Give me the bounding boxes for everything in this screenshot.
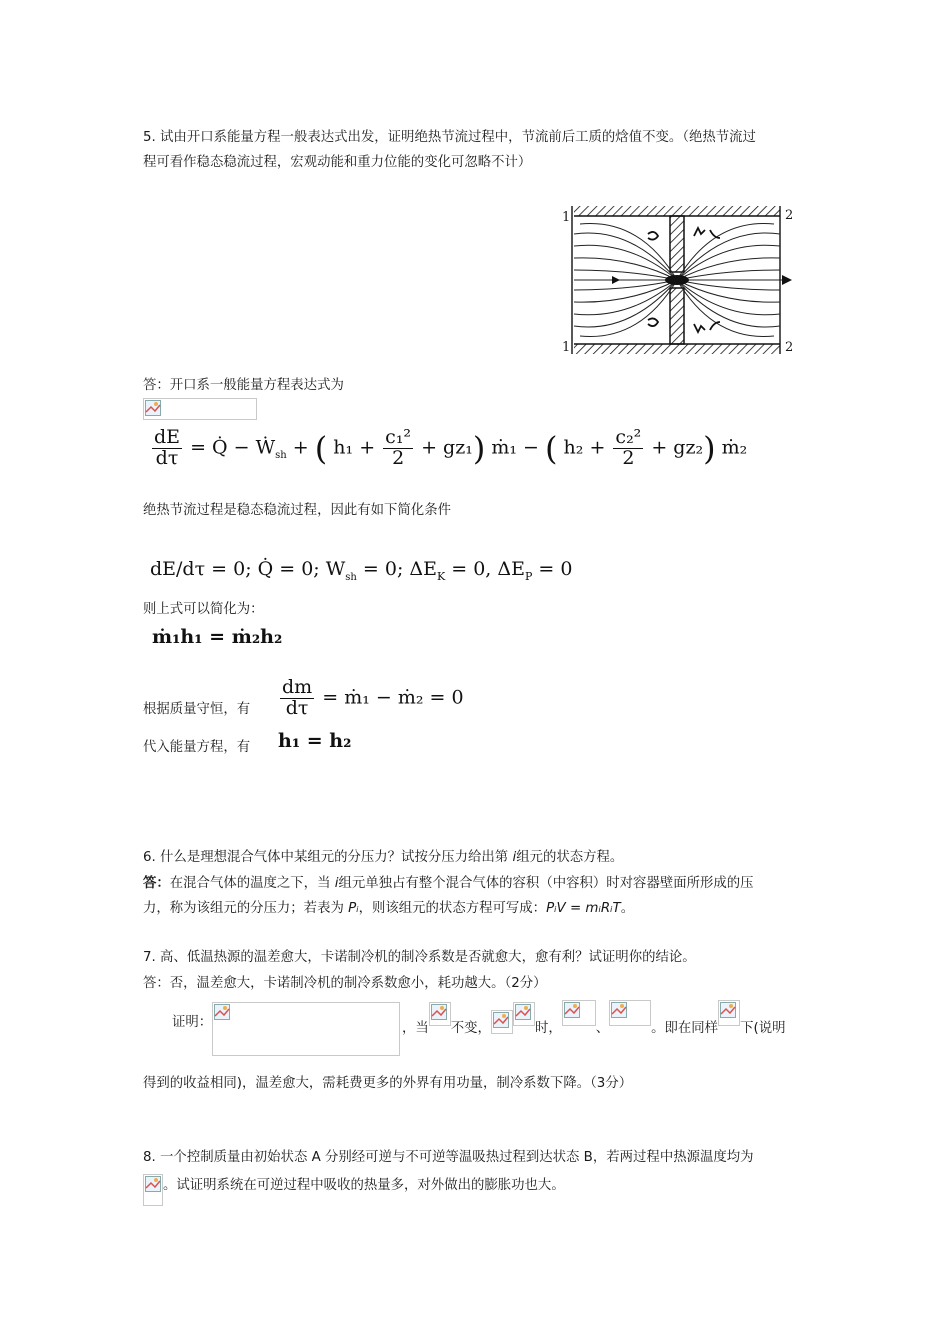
fig-label-1-bottom: 1 xyxy=(562,340,571,355)
q5-mass-intro: 根据质量守恒，有 xyxy=(143,702,251,717)
q7-proof-text: ，当 不变， 时， 、 。即在同样 下(说明 xyxy=(402,1000,785,1026)
q5-answer-intro: 答：开口系一般能量方程表达式为 xyxy=(143,378,344,393)
q7-proof-line xyxy=(172,1002,400,1056)
broken-image xyxy=(143,398,257,420)
broken-image xyxy=(491,1010,513,1034)
proof-label: 证明： xyxy=(172,1015,213,1030)
reduced-equation: ṁ₁h₁ = ṁ₂h₂ xyxy=(152,626,283,648)
broken-image-icon xyxy=(515,1004,531,1020)
energy-equation: $\frac{dE}{d\tau}$ = Q̇ − Ẇ$_{sh}$ + ( h₁ + $\frac{\text{c₁²}}{2}$ + gz₁) ṁ₁ − ( h₂ + $\frac{\text{c₂²}}{2}$ + gz₂) ṁ₂ xyxy=(154,426,748,469)
broken-image xyxy=(513,1002,535,1026)
q6-answer-line2: 力，称为该组元的分压力；若表为 Pᵢ，则该组元的状态方程可写成：PᵢV = mᵢRᵢT。 xyxy=(143,901,635,916)
q7-question: 7. 高、低温热源的温差愈大，卡诺制冷机的制冷系数是否就愈大，愈有利？试证明你的结论。 xyxy=(143,950,696,965)
fig-label-2-top: 2 xyxy=(785,208,794,223)
q5-text-line1: 5. 试由开口系能量方程一般表达式出发，证明绝热节流过程中，节流前后工质的焓值不变。（绝热节流过 xyxy=(143,130,756,145)
broken-image-icon xyxy=(214,1004,230,1020)
broken-image xyxy=(609,1000,651,1026)
q6-question: 6. 什么是理想混合气体中某组元的分压力？试按分压力给出第 i组元的状态方程。 xyxy=(143,850,624,865)
fig-label-2-bottom: 2 xyxy=(785,340,794,355)
q5-reduce-intro: 则上式可以简化为： xyxy=(143,602,264,617)
final-equation: h₁ = h₂ xyxy=(278,730,352,752)
q5-subst-intro: 代入能量方程，有 xyxy=(143,740,251,755)
broken-image-icon xyxy=(720,1002,736,1018)
fig-label-1-top: 1 xyxy=(562,210,571,225)
mass-equation: $\frac{dm}{d\tau}$ = ṁ₁ − ṁ₂ = 0 xyxy=(282,676,464,719)
q7-answer: 答：否，温差愈大，卡诺制冷机的制冷系数愈小，耗功越大。（2分） xyxy=(143,976,547,991)
broken-image-icon xyxy=(564,1002,580,1018)
broken-image xyxy=(562,1000,596,1026)
broken-image xyxy=(212,1002,400,1056)
broken-image xyxy=(718,1000,740,1026)
q6-answer-line1: 答：在混合气体的温度之下，当 i组元单独占有整个混合气体的容积（中容积）时对容器壁面所形成的压 xyxy=(143,876,754,891)
q8-question-line2: 。试证明系统在可逆过程中吸收的热量多，对外做出的膨胀功也大。 xyxy=(143,1174,565,1206)
broken-image xyxy=(429,1002,451,1026)
q7-proof-line3: 得到的收益相同)，温差愈大，需耗费更多的外界有用功量，制冷系数下降。（3分） xyxy=(143,1076,633,1091)
broken-image-icon xyxy=(431,1004,447,1020)
q5-simplify-intro: 绝热节流过程是稳态稳流过程，因此有如下简化条件 xyxy=(143,503,451,518)
q5-text-line2: 程可看作稳态稳流过程，宏观动能和重力位能的变化可忽略不计） xyxy=(143,155,532,170)
conditions-equation: dE/dτ = 0; Q̇ = 0; $W_{sh} = 0$; $\Delta E_K = 0$, $\Delta E_P = 0$ xyxy=(150,558,573,583)
broken-image xyxy=(143,1174,163,1206)
broken-image-icon xyxy=(493,1012,509,1028)
broken-image-icon xyxy=(145,1176,161,1192)
throttling-figure xyxy=(560,200,800,360)
broken-image-icon xyxy=(611,1002,627,1018)
broken-image-icon xyxy=(145,400,161,416)
q8-question-line1: 8. 一个控制质量由初始状态 A 分别经可逆与不可逆等温吸热过程到达状态 B，若两过程中热源温度均为 xyxy=(143,1150,754,1165)
